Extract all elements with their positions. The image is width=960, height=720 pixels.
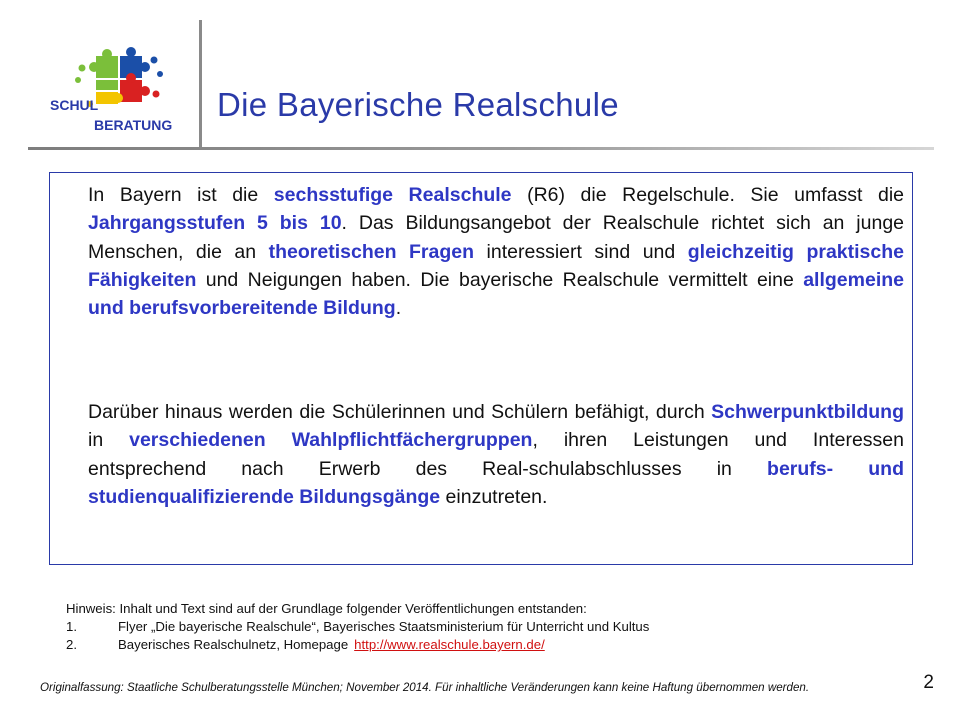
highlighted-term: berufs- und studienqualifizierende Bildungsgänge [88,457,904,508]
schulberatung-logo [34,44,184,140]
note-number: 2. [66,637,77,652]
paragraph-text: Darüber hinaus werden die Schülerinnen und Schülern befähigt, durch [88,401,712,423]
paragraph-text: . Das Bildungsangebot der Realschule richtet sich an junge Menschen, die an [88,212,905,263]
logo-line2: BERATUNG [94,117,173,133]
highlighted-term: theoretischen Fragen [268,240,475,263]
paragraph-text: (R6) die Regelschule. Sie umfasst die [511,184,905,206]
note-text: Flyer „Die bayerische Realschule“, Bayerisches Staatsministerium für Unterricht und Kultus [118,619,650,634]
highlighted-term: allgemeine und berufsvorbereitende Bildung [88,268,904,320]
highlighted-term: verschiedenen Wahlpflichtfächergruppen [129,429,533,452]
green-puzzle-piece [89,49,118,90]
paragraph-text: einzutreten. [440,485,548,508]
notes-intro: Hinweis: Inhalt und Text sind auf der Grundlage folgender Veröffentlichungen entstanden: [66,601,587,616]
realschule-homepage-link[interactable]: http://www.realschule.bayern.de/ [354,637,545,652]
paragraph-1 [88,181,904,322]
paragraph-text: in [88,429,130,452]
page-title: Die Bayerische Realschule [217,86,619,123]
note-item-1 [66,618,649,636]
paragraph-text: interessiert sind und [474,240,688,263]
highlighted-term: Jahrgangsstufen 5 bis 10 [88,212,342,235]
header-vertical-divider [199,20,202,148]
source-notes [66,600,649,654]
blue-puzzle-piece [120,47,150,78]
note-item-2 [66,636,649,654]
note-number: 1. [66,619,77,634]
yellow-puzzle-piece [96,92,123,104]
footer-disclaimer: Originalfassung: Staatliche Schulberatungsstelle München; November 2014. Für inhaltliche Veränderungen kann keine Haftung übernommen werden. [40,681,810,694]
highlighted-term: sechsstufige Realschule [273,184,512,206]
page-number: 2 [923,672,934,693]
paragraph-text: und Neigungen haben. Die bayerische Realschule vermittelt eine [196,268,804,291]
header-horizontal-divider [28,147,934,150]
paragraph-text: . [395,297,402,320]
paragraph-text: In Bayern ist die [88,184,274,206]
highlighted-term: gleichzeitig praktische Fähigkeiten [88,240,904,291]
note-text: Bayerisches Realschulnetz, Homepage [118,637,349,652]
paragraph-2 [88,398,904,511]
logo-line1: SCHUL [50,97,99,113]
highlighted-term: Schwerpunktbildung [711,401,904,423]
content-box [49,172,913,565]
puzzle-logo-icon [34,44,184,140]
paragraph-text: , ihren Leistungen und Interessen entsprechend nach Erwerb des Real-schulabschlusses in [88,429,904,480]
